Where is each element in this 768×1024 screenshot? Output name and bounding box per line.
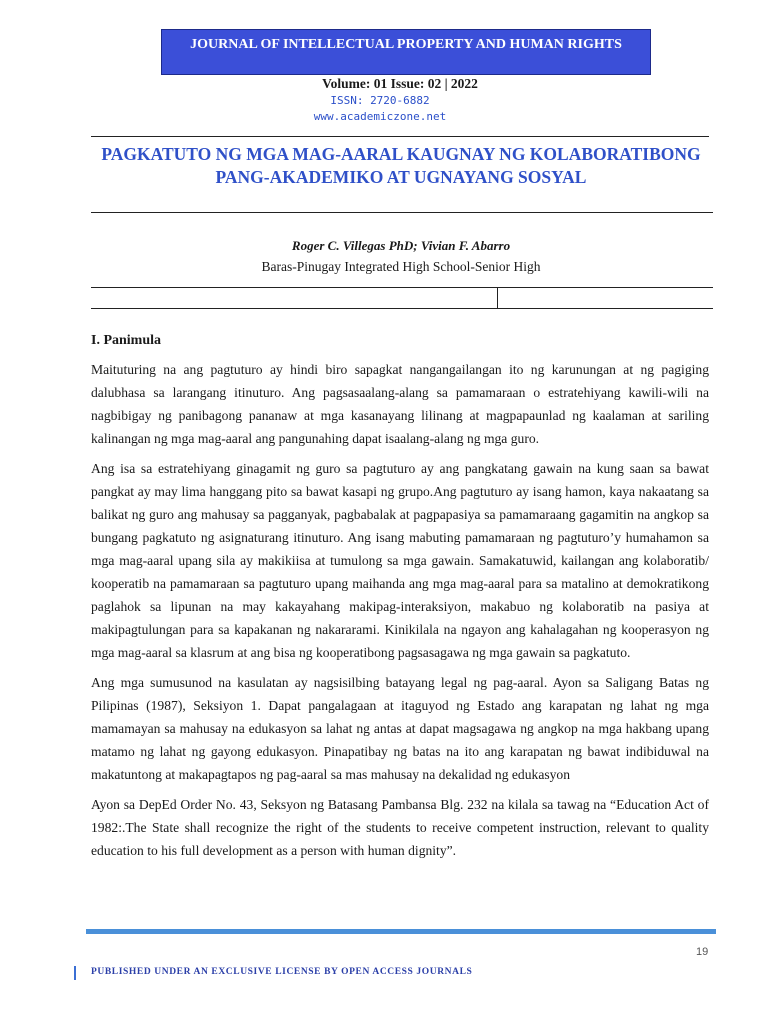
paragraph: Ang isa sa estratehiyang ginagamit ng guro sa pagtuturo ay ang pangkatang gawain na kung saan sa bawat pangkat ay may lima hanggang pito sa bawat kasapi ng grupo.Ang pagtuturo ay isang hamon, kaya nakaatang sa balikat ng guro ang mahusay sa pagganyak, pagbabalak at pagpapasiya sa pamamaraang gagamitin na angkop sa bungang pagkatuto ng asignaturang itinuturo. Ang isang mabuting pamamaraan ng pagtuturo’y humahamon sa mga mag-aaral upang sila ay makikiisa at tumulong sa mga gawain. Samakatuwid, kailangan ang kolaboratib/ kooperatib na pamamaraan sa pagtuturo upang maihanda ang mga mag-aaral para sa matalino at demokratikong paglahok sa lipunan na may kakayahang makipag-interaksiyon, makabuo ng kolaboratib na pasiya at makipagtulungan para sa kapakanan ng nakararami. Kinikilala na ngayon ang kahalagahan ng kooperasyon ng mga mag-aaral sa klasrum at ang bisa ng kooperatibong pagsasagawa ng mga gawain sa pagkatuto. bbox=[91, 461, 709, 660]
info-table-bottom-border bbox=[91, 308, 713, 309]
issn: ISSN: 2720-6882 bbox=[330, 94, 430, 107]
paragraph: Maituturing na ang pagtuturo ay hindi biro sapagkat nangangailangan ito ng karunungan at ng pagiging dalubhasa sa larangang itinuturo. Ang pagsasaalang-alang sa pamamaraan o estratehiyang kawili-wili na nagbibigay ng panibagong pananaw at mga kasanayang lilinang at magpapaunlad ng kaalaman at sariling kalinangan ng mga mag-aaral ang pangunahing dapat isaalang-alang ng mga guro. bbox=[91, 362, 709, 446]
section-heading: I. Panimula bbox=[91, 333, 162, 348]
article-affiliation: Baras-Pinugay Integrated High School-Senior High bbox=[261, 259, 541, 274]
footer-bar bbox=[86, 929, 716, 934]
title-divider bbox=[91, 212, 713, 213]
info-table-top-border bbox=[91, 287, 713, 288]
journal-title: JOURNAL OF INTELLECTUAL PROPERTY AND HUMAN RIGHTS bbox=[190, 37, 622, 52]
license-footer: PUBLISHED UNDER AN EXCLUSIVE LICENSE BY OPEN ACCESS JOURNALS bbox=[91, 967, 473, 977]
header-divider bbox=[91, 136, 709, 137]
page-number: 19 bbox=[696, 946, 709, 958]
volume-issue: Volume: 01 Issue: 02 | 2022 bbox=[322, 76, 478, 91]
journal-title-banner bbox=[161, 29, 651, 75]
article-authors: Roger C. Villegas PhD; Vivian F. Abarro bbox=[291, 238, 511, 253]
paragraph: Ayon sa DepEd Order No. 43, Seksyon ng Batasang Pambansa Blg. 232 na kilala sa tawag na “Education Act of 1982:.The State shall recognize the right of the students to receive competent instruction, relevant to quality education to his full development as a person with human dignity”. bbox=[91, 797, 709, 858]
article-title: PAGKATUTO NG MGA MAG-AARAL KAUGNAY NG KOLABORATIBONG PANG-AKADEMIKO AT UGNAYANG SOSYAL bbox=[101, 144, 701, 187]
info-table-divider bbox=[497, 287, 498, 308]
paragraph: Ang mga sumusunod na kasulatan ay nagsisilbing batayang legal ng pag-aaral. Ayon sa Saligang Batas ng Pilipinas (1987), Seksiyon 1. Dapat pangalagaan at itaguyod ng Estado ang karapatan ng lahat ng mga mamamayan sa mahusay na edukasyon sa lahat ng antas at dapat magsagawa ng angkop na mga hakbang upang matamo ng lahat ng gayong edukasyon. Pinapatibay ng batas na ito ang karapatan ng bawat indibiduwal na makatuntong at makapagtapos ng pag-aaral sa mas mahusay na dekalidad ng edukasyon bbox=[91, 675, 709, 782]
section-body bbox=[91, 358, 709, 869]
website-link[interactable]: www.academiczone.net bbox=[313, 110, 447, 123]
footer-marker bbox=[74, 966, 76, 980]
